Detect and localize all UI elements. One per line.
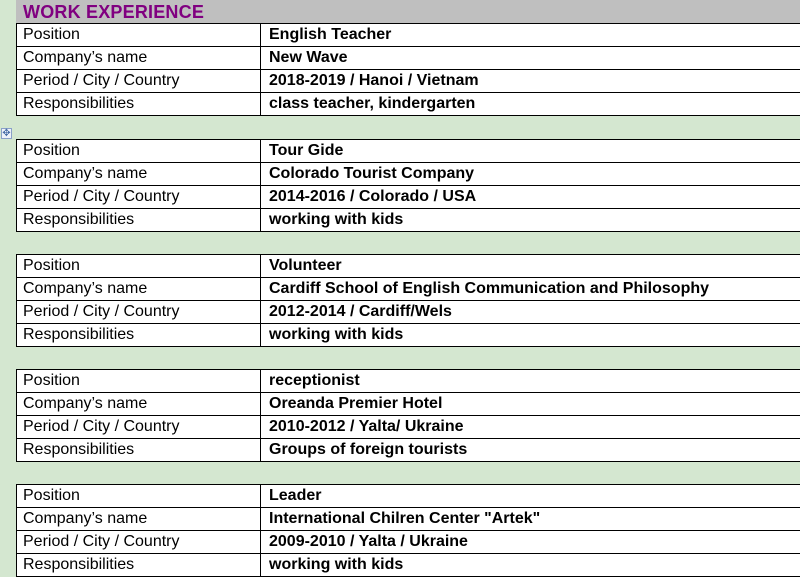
- table-row: [17, 70, 800, 93]
- period-label: Period / City / Country: [17, 186, 261, 208]
- table-row: [17, 416, 800, 439]
- position-label: Position: [17, 255, 261, 277]
- job-table-5: [16, 484, 800, 577]
- job-table-1: [16, 24, 800, 116]
- table-move-handle-icon[interactable]: ✥: [2, 128, 11, 139]
- period-value: 2009-2010 / Yalta / Ukraine: [269, 533, 468, 550]
- table-row: [17, 186, 800, 209]
- company-label: Company’s name: [17, 163, 261, 185]
- table-row: [17, 531, 800, 554]
- table-row: [17, 393, 800, 416]
- responsibilities-label: Responsibilities: [17, 209, 261, 231]
- company-label: Company’s name: [17, 393, 261, 415]
- table-row: [17, 209, 800, 232]
- position-value: Tour Gide: [269, 142, 344, 159]
- position-label: Position: [17, 24, 261, 46]
- company-label: Company’s name: [17, 278, 261, 300]
- job-table-4: [16, 369, 800, 462]
- company-value: Oreanda Premier Hotel: [269, 395, 443, 412]
- job-table-2: [16, 139, 800, 232]
- responsibilities-value: working with kids: [269, 556, 404, 573]
- job-table-3: [16, 254, 800, 347]
- table-row: [17, 508, 800, 531]
- responsibilities-label: Responsibilities: [17, 93, 261, 115]
- table-row: [17, 255, 800, 278]
- period-label: Period / City / Country: [17, 70, 261, 92]
- period-label: Period / City / Country: [17, 531, 261, 553]
- responsibilities-value: Groups of foreign tourists: [269, 441, 468, 458]
- responsibilities-value: working with kids: [269, 326, 404, 343]
- table-row: [17, 301, 800, 324]
- section-header: [16, 0, 800, 24]
- period-label: Period / City / Country: [17, 301, 261, 323]
- period-value: 2010-2012 / Yalta/ Ukraine: [269, 418, 464, 435]
- responsibilities-label: Responsibilities: [17, 554, 261, 576]
- position-value: English Teacher: [269, 26, 392, 43]
- company-value: Colorado Tourist Company: [269, 165, 475, 182]
- table-row: [17, 324, 800, 347]
- table-row: [17, 485, 800, 508]
- position-label: Position: [17, 140, 261, 162]
- company-label: Company’s name: [17, 47, 261, 69]
- period-value: 2014-2016 / Colorado / USA: [269, 188, 477, 205]
- responsibilities-value: class teacher, kindergarten: [269, 95, 476, 112]
- position-label: Position: [17, 370, 261, 392]
- table-row: [17, 278, 800, 301]
- company-value: Cardiff School of English Communication and Philosophy: [269, 280, 710, 297]
- responsibilities-value: working with kids: [269, 211, 404, 228]
- table-row: [17, 24, 800, 47]
- company-label: Company’s name: [17, 508, 261, 530]
- table-row: [17, 93, 800, 116]
- company-value: New Wave: [269, 49, 348, 66]
- table-row: [17, 370, 800, 393]
- responsibilities-label: Responsibilities: [17, 439, 261, 461]
- table-row: [17, 163, 800, 186]
- period-value: 2012-2014 / Cardiff/Wels: [269, 303, 452, 320]
- period-value: 2018-2019 / Hanoi / Vietnam: [269, 72, 479, 89]
- table-row: [17, 140, 800, 163]
- section-title: WORK EXPERIENCE: [23, 2, 205, 22]
- position-value: Leader: [269, 487, 322, 504]
- position-value: Volunteer: [269, 257, 342, 274]
- responsibilities-label: Responsibilities: [17, 324, 261, 346]
- company-value: International Chilren Center "Artek": [269, 510, 541, 527]
- position-value: receptionist: [269, 372, 360, 389]
- period-label: Period / City / Country: [17, 416, 261, 438]
- position-label: Position: [17, 485, 261, 507]
- table-row: [17, 47, 800, 70]
- table-row: [17, 439, 800, 462]
